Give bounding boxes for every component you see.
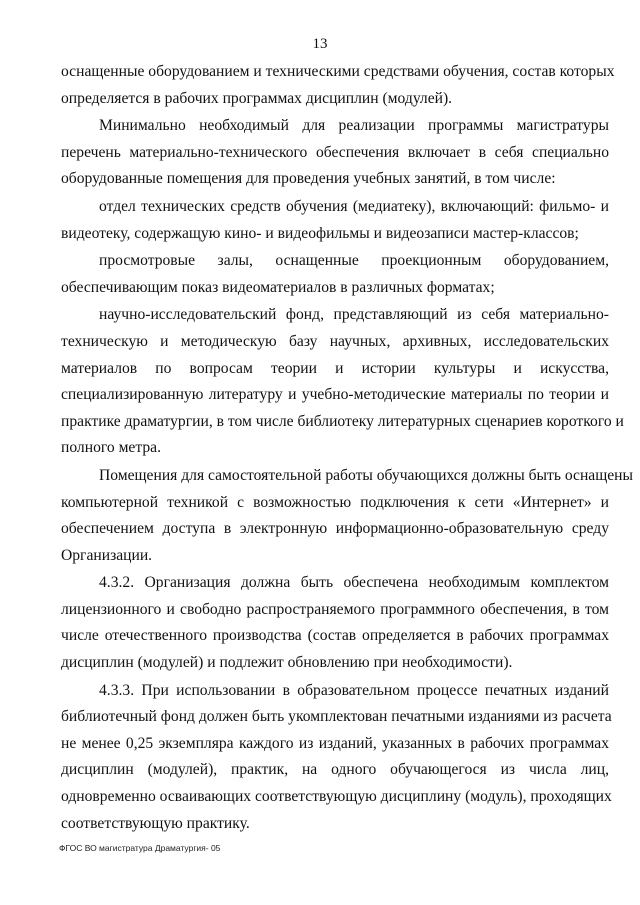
text-line: оснащенные оборудованием и техническими средствами обучения, состав которых [61,63,615,80]
text-line: оборудованные помещения для проведения учебных занятий, в том числе: [61,170,556,188]
text-line: обеспечением доступа в электронную информационно-образовательную среду [61,520,609,538]
page-number: 13 [312,36,328,52]
text-line: Организации. [61,546,153,564]
text-line: лицензионного и свободно распространяемого программного обеспечения, в том [61,600,609,618]
text-line: техническую и методическую базу научных, архивных, исследовательских [61,332,609,350]
paragraph [61,463,633,569]
text-line: определяется в рабочих программах дисциплин (модулей). [61,89,453,107]
text-line: компьютерной техникой с возможностью подключения к сети «Интернет» и [61,493,609,511]
paragraph [61,678,612,838]
text-line: видеотеку, содержащую кино- и видеофильмы и видеозаписи мастер-классов; [61,224,579,242]
text-line: полного метра. [61,439,161,457]
body-text [61,59,633,837]
text-line: дисциплин (модулей), практик, на одного обучающегося из числа лиц, [61,761,609,779]
text-line: числе отечественного производства (состав определяется в рабочих программах [61,627,609,645]
paragraph [61,194,609,247]
paragraph [61,302,624,462]
text-line: материалов по вопросам теории и истории культуры и искусства, [61,359,609,377]
paragraph [61,59,615,112]
text-line: дисциплин (модулей) и подлежит обновлению при необходимости). [61,654,513,672]
text-line: 4.3.2. Организация должна быть обеспечена необходимым комплектом [99,574,609,592]
text-line: перечень материально-технического обеспечения включает в себя специально [61,143,609,161]
text-line: Минимально необходимый для реализации программы магистратуры [99,117,609,135]
paragraph [61,570,609,676]
paragraph [61,113,609,193]
text-line: одновременно осваивающих соответствующую дисциплину (модуль), проходящих [61,788,612,806]
text-line: библиотечный фонд должен быть укомплектован печатными изданиями из расчета [61,708,612,726]
text-line: Помещения для самостоятельной работы обучающихся должны быть оснащены [99,466,633,484]
text-line: практике драматургии, в том числе библиотеку литературных сценариев короткого и [61,412,624,430]
paragraph [61,248,609,301]
text-line: 4.3.3. При использовании в образовательном процессе печатных изданий [99,681,609,699]
document-footer: ФГОС ВО магистратура Драматургия- 05 [59,843,221,853]
text-line: соответствующую практику. [61,814,250,832]
text-line: не менее 0,25 экземпляра каждого из изданий, указанных в рабочих программах [61,734,609,752]
text-line: обеспечивающим показ видеоматериалов в различных форматах; [61,278,495,296]
text-line: научно-исследовательский фонд, представляющий из себя материально- [99,306,609,324]
text-line: просмотровые залы, оснащенные проекционным оборудованием, [99,252,609,270]
text-line: специализированную литературу и учебно-методические материалы по теории и [61,386,609,404]
text-line: отдел технических средств обучения (медиатеку), включающий: фильмо- и [99,197,609,215]
